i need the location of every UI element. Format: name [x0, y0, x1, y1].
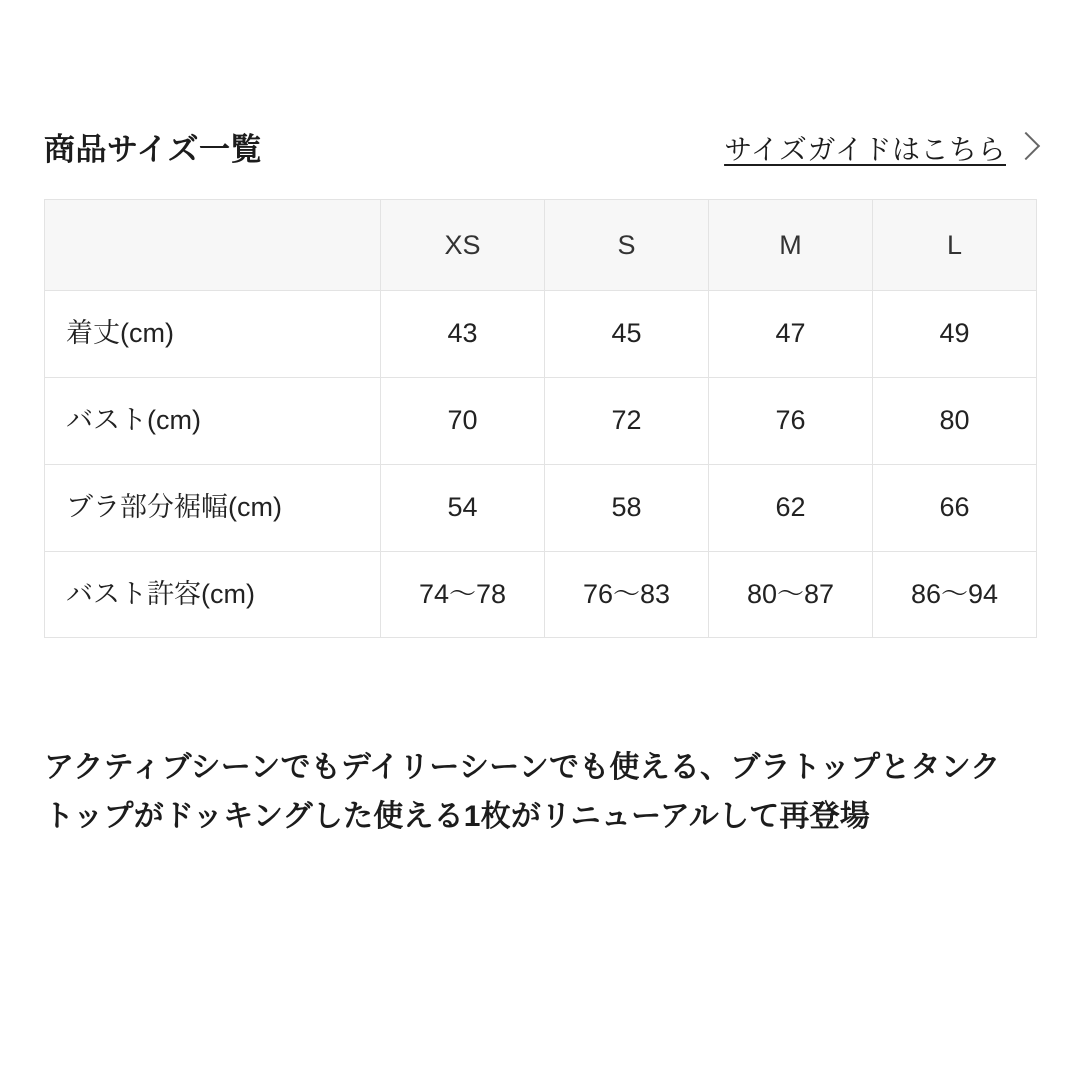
cell-bra-hem-width-l: 66	[873, 464, 1037, 551]
cell-bust-s: 72	[545, 377, 709, 464]
cell-bra-hem-width-s: 58	[545, 464, 709, 551]
cell-length-xs: 43	[381, 291, 545, 378]
size-guide-link[interactable]	[724, 128, 1036, 168]
chevron-right-icon	[1012, 132, 1040, 160]
row-label-bust-range: バスト許容(cm)	[45, 551, 381, 638]
size-table-head	[45, 200, 1037, 291]
cell-bust-range-xs: 74〜78	[381, 551, 545, 638]
table-corner-cell	[45, 200, 381, 291]
column-header-s: S	[545, 200, 709, 291]
page-title: 商品サイズ一覧	[44, 131, 263, 167]
table-row	[45, 291, 1037, 378]
section-header	[44, 0, 1036, 168]
table-row	[45, 464, 1037, 551]
cell-bust-xs: 70	[381, 377, 545, 464]
column-header-l: L	[873, 200, 1037, 291]
table-row	[45, 377, 1037, 464]
table-row	[45, 551, 1037, 638]
cell-bust-m: 76	[709, 377, 873, 464]
cell-bust-range-s: 76〜83	[545, 551, 709, 638]
product-description: アクティブシーンでもデイリーシーンでも使える、ブラトップとタンクトップがドッキングした使える1枚がリニューアルして再登場	[44, 751, 1001, 833]
row-label-length: 着丈(cm)	[45, 291, 381, 378]
size-guide-link-label: サイズガイドはこちら	[724, 134, 1006, 165]
cell-bra-hem-width-xs: 54	[381, 464, 545, 551]
cell-length-m: 47	[709, 291, 873, 378]
cell-bust-range-m: 80〜87	[709, 551, 873, 638]
table-header-row	[45, 200, 1037, 291]
cell-bra-hem-width-m: 62	[709, 464, 873, 551]
cell-length-l: 49	[873, 291, 1037, 378]
column-header-xs: XS	[381, 200, 545, 291]
cell-bust-l: 80	[873, 377, 1037, 464]
column-header-m: M	[709, 200, 873, 291]
size-table	[44, 199, 1037, 638]
row-label-bust: バスト(cm)	[45, 377, 381, 464]
cell-length-s: 45	[545, 291, 709, 378]
cell-bust-range-l: 86〜94	[873, 551, 1037, 638]
size-table-body	[45, 291, 1037, 638]
row-label-bra-hem-width: ブラ部分裾幅(cm)	[45, 464, 381, 551]
